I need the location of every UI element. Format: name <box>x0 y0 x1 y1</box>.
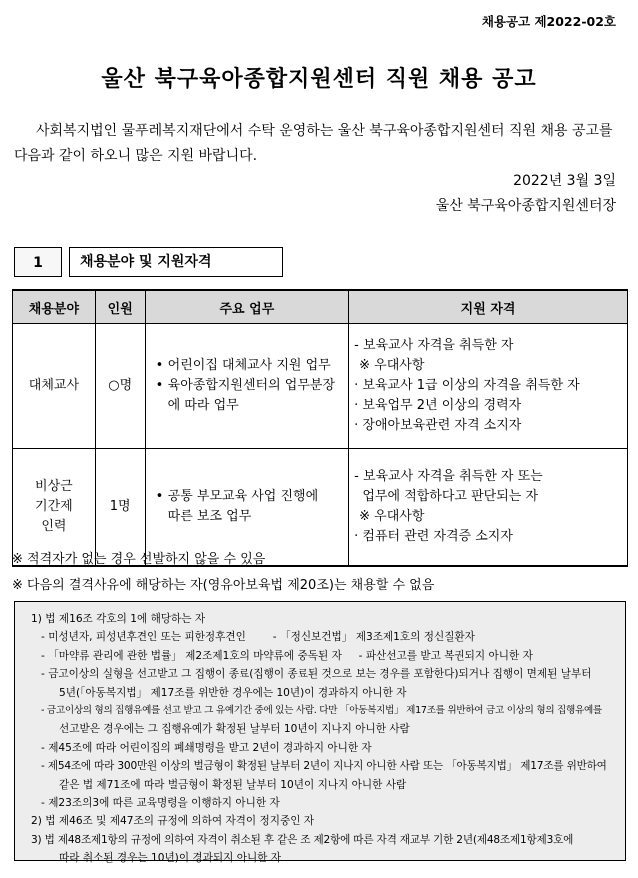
qualification-line: - 보육교사 자격을 취득한 자 또는 <box>354 468 543 484</box>
qualification-line: 업무에 적합하다고 판단되는 자 <box>354 488 539 504</box>
disqualification-line: - 금고이상의 실형을 선고받고 그 집행이 종료(집행이 종료된 것으로 보는 경우를 포함한다)되거나 집행이 면제된 날부터 <box>41 668 592 681</box>
qualification-line: · 컴퓨터 관련 자격증 소지자 <box>354 528 513 544</box>
page-title: 울산 북구육아종합지원센터 직원 채용 공고 <box>101 67 537 92</box>
disqualification-line: 같은 법 제71조에 따라 벌금형이 확정된 날부터 10년이 지나지 아니한 사람 <box>59 778 407 791</box>
announcement-date: 2022년 3월 3일 <box>513 173 616 189</box>
recruitment-table <box>12 289 628 567</box>
field-line: 인력 <box>41 518 67 534</box>
duty-item: • 공통 부모교육 사업 진행에 따른 보조 업무 <box>168 487 334 527</box>
disqualification-line: 5년(「아동복지법」 제17조를 위반한 경우에는 10년)이 경과하지 아니한 자 <box>59 686 407 699</box>
disqualification-line: - 「마약류 관리에 관한 법률」 제2조제1호의 마약류에 중독된 자 - 파산선고를 받고 복권되지 아니한 자 <box>41 649 533 662</box>
note-line: ※ 다음의 결격사유에 해당하는 자(영유아보육법 제20조)는 채용할 수 없음 <box>12 578 435 593</box>
signer: 울산 북구육아종합지원센터장 <box>435 198 616 214</box>
disqualification-line: - 미성년자, 피성년후견인 또는 피한정후견인 - 「정신보건법」 제3조제1호의 정신질환자 <box>41 631 475 644</box>
qualification-line: ※ 우대사항 <box>359 358 425 373</box>
intro-paragraph: 사회복지법인 물푸레복지재단에서 수탁 운영하는 울산 북구육아종합지원센터 직원 채용 공고를 다음과 같이 하오니 많은 지원 바랍니다. <box>14 123 613 164</box>
field-cell: 대체교사 <box>13 324 96 449</box>
qualification-line: - 보육교사 자격을 취득한 자 <box>354 338 514 353</box>
disqualification-line: - 제23조의3에 따른 교육명령을 이행하지 아니한 자 <box>41 797 280 810</box>
field-line: 기간제 <box>35 498 73 514</box>
field-line: 비상근 <box>35 478 73 494</box>
disqualification-line: 2) 법 제46조 및 제47조의 규정에 의하여 자격이 정지중인 자 <box>31 815 315 828</box>
duty-item: • 육아종합지원센터의 업무분장에 따라 업무 <box>168 376 344 416</box>
disqualification-box <box>14 601 626 865</box>
column-header: 주요 업무 <box>145 290 348 324</box>
column-header: 인원 <box>95 290 145 324</box>
table-row <box>13 324 628 449</box>
note-line: ※ 적격자가 없는 경우 선발하지 않을 수 있음 <box>12 552 266 567</box>
disqualification-line: 따라 취소된 경우는 10년)이 경과되지 아니한 자 <box>59 852 282 865</box>
disqualification-line: - 제45조에 따라 어린이집의 폐쇄명령을 받고 2년이 경과하지 아니한 자 <box>41 741 372 754</box>
disqualification-line: 1) 법 제16조 각호의 1에 해당하는 자 <box>31 613 206 625</box>
document-number: 채용공고 제2022-02호 <box>481 14 616 29</box>
count-cell: ○명 <box>95 324 145 449</box>
column-header: 채용분야 <box>13 290 96 324</box>
count-cell: 1명 <box>95 449 145 566</box>
qualification-line: · 보육교사 1급 이상의 자격을 취득한 자 <box>354 378 580 393</box>
duties-cell <box>145 324 348 449</box>
section-number: 1 <box>14 247 62 277</box>
disqualification-line: - 제54조에 따라 300만원 이상의 벌금형이 확정된 날부터 2년이 지나지 아니한 사람 또는 「아동복지법」 제17조를 위반하여 <box>41 760 607 773</box>
disqualification-line: 3) 법 제48조제1항의 규정에 의하여 자격이 취소된 후 같은 조 제2항에 따른 자격 재교부 기한 2년(제48조제1항제3호에 <box>31 833 574 846</box>
qualification-line: · 장애아보육관련 자격 소지자 <box>354 418 522 433</box>
disqualification-line: 선고받은 경우에는 그 집행유예가 확정된 날부터 10년이 지나지 아니한 사람 <box>59 723 410 736</box>
table-header-row <box>13 290 628 324</box>
qualification-line: · 보육업무 2년 이상의 경력자 <box>354 398 522 413</box>
column-header: 지원 자격 <box>349 290 628 324</box>
duty-item: • 어린이집 대체교사 지원 업무 <box>168 356 344 376</box>
disqualification-line: - 금고이상의 형의 집행유예를 선고 받고 그 유예기간 중에 있는 사람. 다만 「아동복지법」 제17조를 위반하여 금고 이상의 형의 집행유예를 <box>41 705 602 717</box>
qualifications-cell <box>349 449 628 566</box>
section-title: 채용분야 및 지원자격 <box>69 247 283 277</box>
qualification-line: ※ 우대사항 <box>359 508 425 524</box>
qualifications-cell <box>349 324 628 449</box>
